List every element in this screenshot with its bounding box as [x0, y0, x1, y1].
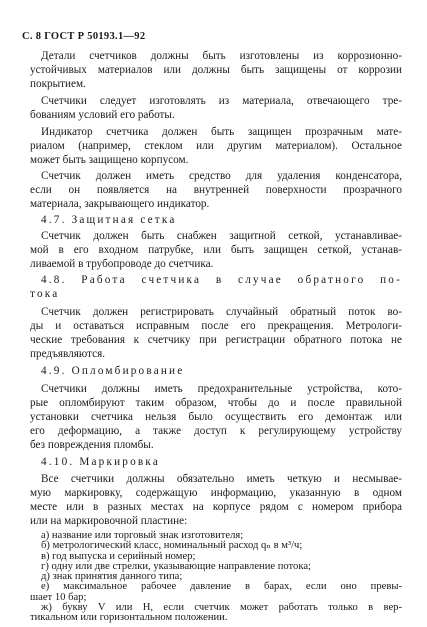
- section-heading: 4.10. Маркировка: [41, 456, 161, 468]
- text-line: покрытием.: [30, 78, 86, 90]
- list-item: б) метрологический класс, номинальный расход qₙ в м³/ч;: [41, 540, 303, 552]
- text-line: ды и оставаться исправным после его прекращения. Метрологи-: [30, 320, 402, 332]
- text-line: его деформацию, а также доступ к регулирующему устройству: [30, 425, 402, 437]
- list-item: г) одну или две стрелки, указывающие направление потока;: [41, 560, 311, 572]
- text-line: мой в его входном патрубке, или быть защищен сеткой, устанав-: [30, 244, 402, 256]
- list-item: шает 10 бар;: [30, 591, 87, 603]
- text-line: Счетчик должен иметь средство для удаления конденсатора,: [41, 170, 402, 182]
- text-line: риалом (например, стеклом или другим материалом). Остальное: [30, 140, 402, 152]
- section-heading: 4.7. Защитная сетка: [41, 214, 177, 226]
- text-line: предъявляются.: [30, 348, 106, 360]
- text-line: Счетчик должен быть снабжен защитной сеткой, устанавливае-: [41, 230, 402, 242]
- list-item: д) знак принятия данного типа;: [41, 571, 183, 582]
- section-heading: 4.9. Опломбирование: [41, 365, 185, 377]
- list-item: тикальном или горизонтальном положении.: [30, 612, 228, 623]
- text-line: ливаемой в трубопроводе до счетчика.: [30, 258, 214, 270]
- text-line: ческие требования к счетчику при регистрации обратного потока не: [30, 334, 402, 346]
- text-line: или на маркировочной пластине:: [30, 515, 188, 527]
- list-item: ж) букву V или H, если счетчик может работать только в вер-: [41, 601, 402, 613]
- text-line: Все счетчики должны обязательно иметь четкую и несмывае-: [41, 473, 402, 485]
- page-header: С. 8 ГОСТ Р 50193.1—92: [22, 31, 146, 42]
- section-heading: 4.8. Работа счетчика в случае обратного по-: [41, 274, 402, 286]
- text-line: Индикатор счетчика должен быть защищен прозрачным мате-: [41, 126, 402, 138]
- text-line: мую маркировку, содержащую информацию, указанную в одном: [30, 487, 402, 499]
- list-item: е) максимальное рабочее давление в барах, если оно превы-: [41, 581, 402, 593]
- text-line: может быть защищено корпусом.: [30, 154, 189, 166]
- section-heading: тока: [30, 288, 60, 300]
- text-line: установки счетчика нельзя было осуществить его демонтаж или: [30, 411, 402, 423]
- text-line: Счетчики следует изготовлять из материала, отвечающего тре-: [41, 95, 402, 107]
- text-line: устойчивых материалов или должны быть защищены от коррозии: [30, 64, 402, 76]
- text-line: если он появляется на внутренней поверхности прозрачного: [30, 184, 402, 196]
- text-line: без повреждения пломбы.: [30, 439, 154, 451]
- list-item: в) год выпуска и серийный номер;: [41, 550, 196, 562]
- text-line: Счетчики должны иметь предохранительные устройства, кото-: [41, 383, 402, 395]
- text-line: материала, закрывающего индикатор.: [30, 198, 210, 210]
- text-line: Детали счетчиков должны быть изготовлены из коррозионно-: [41, 50, 402, 62]
- text-line: месте или в разных местах на корпусе рядом с номером прибора: [30, 501, 402, 513]
- text-line: бованиям условий его работы.: [30, 109, 175, 121]
- text-line: рые опломбируют таким образом, чтобы до и после правильной: [30, 397, 402, 409]
- text-line: Счетчик должен регистрировать случайный обратный поток во-: [41, 306, 402, 318]
- list-item: а) название или торговый знак изготовителя;: [41, 530, 244, 541]
